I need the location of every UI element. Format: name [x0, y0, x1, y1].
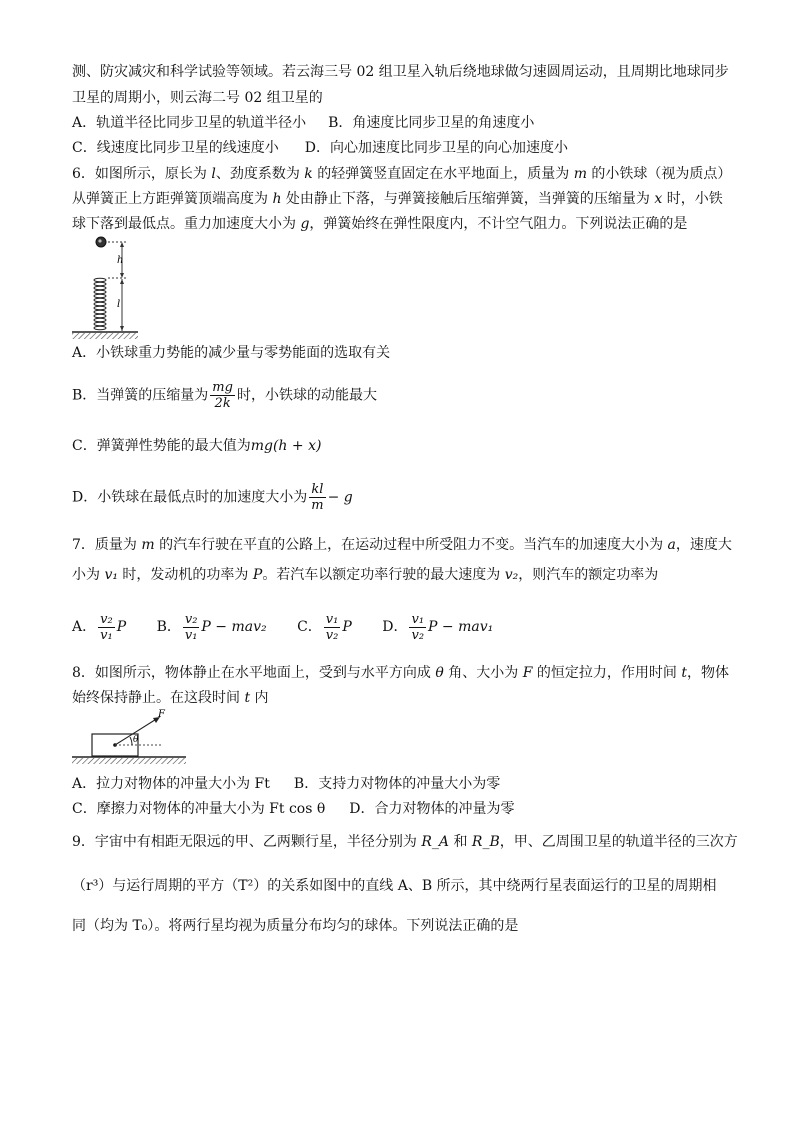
q6-text: 的轻弹簧竖直固定在水平地面上，质量为 [312, 166, 574, 182]
q9-text: 和 [449, 834, 472, 850]
q7-option-d[interactable] [382, 610, 493, 644]
fraction-numerator: v₁ [411, 611, 425, 627]
option-letter: B． [156, 619, 181, 635]
fraction-denominator: v₁ [100, 627, 113, 643]
q7-text: 。若汽车以额定功率行驶的最大速度为 [262, 567, 505, 583]
fraction-numerator: v₁ [325, 611, 339, 627]
q5-option-d[interactable]: D．向心加速度比同步卫星的向心加速度小 [304, 140, 568, 156]
fraction-denominator: v₁ [184, 627, 198, 643]
q8-option-c[interactable]: C．摩擦力对物体的冲量大小为 Ft cos θ [72, 801, 326, 817]
q7-option-c[interactable] [297, 610, 352, 644]
q5-line-1: 测、防灾减灾和科学试验等领域。若云海三号 02 组卫星入轨后绕地球做匀速圆周运动，且周期比地球同步 [72, 64, 729, 80]
q6-text: 、劲度系数为 [215, 166, 305, 182]
fraction-numerator: v₂ [100, 611, 113, 627]
q6-option-b[interactable] [72, 380, 377, 411]
q5-options-ab [72, 113, 560, 133]
q6-var-m: m [573, 166, 587, 182]
option-letter: A． [72, 619, 97, 635]
q7-var-p: P [252, 567, 263, 583]
q6-option-d[interactable] [72, 482, 353, 513]
spring-coil [94, 278, 106, 330]
q9-text: 9．宇宙中有相距无限远的甲、乙两颗行星，半径分别为 [72, 834, 422, 850]
option-fraction [98, 612, 115, 643]
q6-spring-figure [70, 234, 150, 340]
q6-option-c-text: C．弹簧弹性势能的最大值为 [72, 438, 251, 454]
q6-option-c[interactable] [72, 436, 321, 456]
q7-line-2 [72, 565, 658, 585]
option-fraction [409, 612, 426, 643]
fraction-denominator: 2k [214, 396, 231, 411]
q6-option-b-text: B．当弹簧的压缩量为 [72, 387, 209, 404]
ground-hatch [72, 333, 138, 339]
q8-text: 8．如图所示，物体静止在水平地面上，受到与水平方向成 [72, 665, 436, 681]
q8-options-ab [72, 774, 526, 794]
option-letter: C． [297, 619, 322, 635]
q7-text: 时，发动机的功率为 [117, 567, 253, 583]
q5-option-c[interactable]: C．线速度比同步卫星的线速度小 [72, 140, 279, 156]
q6-text: 从弹簧正上方距弹簧顶端高度为 [72, 191, 273, 207]
fig-label-h: h [117, 255, 124, 266]
q5-options-cd [72, 138, 594, 158]
q9-text: ，甲、乙周围卫星的轨道半径的三次方 [499, 834, 738, 850]
q6-text: ，弹簧始终在弹性限度内，不计空气阻力。下列说法正确的是 [309, 216, 688, 232]
q6-option-a[interactable]: A．小铁球重力势能的减少量与零势能面的选取有关 [72, 345, 391, 361]
q6-option-b-text: 时，小铁球的动能最大 [236, 387, 377, 404]
q7-text: 7．质量为 [72, 537, 142, 553]
q8-options-cd [72, 799, 541, 819]
q6-option-c-expr: mg(h + x) [250, 438, 322, 454]
q6-text: 的小铁球（视为质点） [586, 166, 732, 182]
q7-text: 的汽车行驶在平直的公路上，在运动过程中所受阻力不变。当汽车的加速度大小为 [154, 537, 668, 553]
q9-var-ra: R_A [421, 834, 450, 850]
fraction-denominator: v₂ [411, 627, 425, 643]
q9-line-3: 同（均为 T₀）。将两行星均视为质量分布均匀的球体。下列说法正确的是 [72, 918, 519, 934]
fraction-denominator: m [311, 498, 324, 513]
option-expr: P [116, 619, 127, 635]
q5-option-a[interactable]: A．轨道半径比同步卫星的轨道半径小 [72, 115, 307, 131]
q6-line-3 [72, 214, 687, 234]
q7-text: ，速度大 [675, 537, 732, 553]
q8-text: 始终保持静止。在这段时间 [72, 690, 245, 706]
q8-block-figure [70, 708, 190, 768]
q6-text: 时，小铁 [662, 191, 723, 207]
q6-option-d-text: D．小铁球在最低点时的加速度大小为 [72, 489, 308, 506]
q6-text: 球下落到最低点。重力加速度大小为 [72, 216, 301, 232]
q7-text: ，则汽车的额定功率为 [518, 567, 659, 583]
fig-label-f: F [158, 709, 165, 720]
q9-line-1 [72, 832, 738, 852]
q8-text: 内 [250, 690, 269, 706]
option-expr: P [342, 619, 352, 635]
q8-text: 的恒定拉力，作用时间 [532, 665, 682, 681]
q8-var-theta: θ [435, 665, 444, 681]
q8-line-2 [72, 688, 269, 708]
q9-var-rb: R_B [471, 834, 500, 850]
option-expr: P − mav₁ [428, 619, 494, 635]
q5-option-b[interactable]: B．角速度比同步卫星的角速度小 [328, 115, 535, 131]
q7-var-a: a [667, 537, 676, 553]
q8-option-b[interactable]: B．支持力对物体的冲量大小为零 [293, 776, 501, 792]
fig-label-theta: θ [133, 735, 139, 745]
q6-var-k: k [304, 166, 313, 182]
q6-var-h: h [272, 191, 282, 207]
q5-line-2: 卫星的周期小，则云海二号 02 组卫星的 [72, 90, 323, 106]
q6-var-g: g [300, 216, 310, 232]
q7-option-a[interactable] [72, 610, 126, 644]
fraction-denominator: v₂ [325, 627, 339, 643]
q7-var-v2: v₂ [504, 567, 519, 583]
q8-option-d[interactable]: D．合力对物体的冲量为零 [349, 801, 515, 817]
q6-var-x: x [654, 191, 663, 207]
q7-line-1 [72, 535, 732, 555]
q6-text: 处由静止下落，与弹簧接触后压缩弹簧，当弹簧的压缩量为 [281, 191, 655, 207]
q6-option-d-fraction [309, 482, 325, 513]
q6-line-2 [72, 189, 723, 209]
q6-text: 6．如图所示，原长为 [72, 166, 212, 182]
q9-line-2: （r³）与运行周期的平方（T²）的关系如图中的直线 A、B 所示，其中绕两行星表面运行的卫星的周期相 [72, 878, 717, 894]
q6-line-1 [72, 164, 731, 184]
q8-option-a[interactable]: A．拉力对物体的冲量大小为 Ft [72, 776, 270, 792]
q7-text: 小为 [72, 567, 105, 583]
q8-text: ，物体 [686, 665, 729, 681]
fraction-numerator: v₂ [184, 611, 198, 627]
fraction-numerator: mg [212, 380, 233, 395]
option-expr: P − mav₂ [201, 619, 267, 635]
q6-option-b-fraction [210, 380, 235, 411]
fig-label-l: l [117, 299, 121, 310]
q8-var-t: t [681, 665, 687, 681]
ground-hatch [72, 758, 186, 764]
q8-var-f: F [522, 665, 533, 681]
q7-option-b[interactable] [157, 610, 267, 644]
q7-var-v1: v₁ [104, 567, 118, 583]
q8-var-t: t [244, 690, 251, 706]
q7-var-m: m [141, 537, 155, 553]
option-letter: D． [382, 619, 408, 635]
q8-text: 角、大小为 [443, 665, 523, 681]
option-fraction [183, 612, 200, 643]
option-fraction [324, 612, 341, 643]
q8-line-1 [72, 663, 729, 683]
q6-option-d-expr: − g [327, 489, 353, 506]
q7-options [72, 610, 519, 644]
fraction-numerator: kl [309, 482, 325, 498]
q6-var-l: l [211, 166, 216, 182]
